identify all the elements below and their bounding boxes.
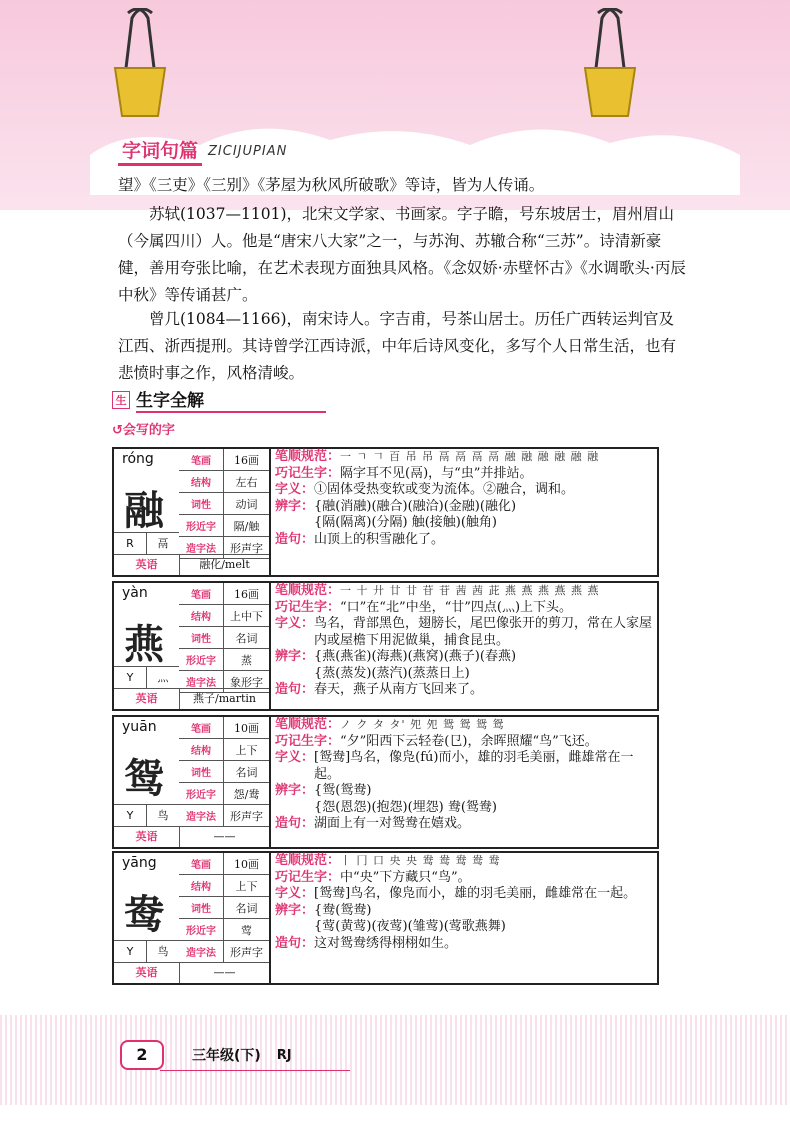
footer-line [160, 1070, 350, 1071]
example-sentence: 湖面上有一对鸳鸯在嬉戏。 [314, 816, 471, 831]
structure: 上下 [235, 743, 258, 757]
subsection-title-text: 生字全解 [136, 386, 326, 413]
structure: 上中下 [230, 609, 263, 623]
char-card [112, 447, 659, 577]
stroke-order: 一 ㄱ 𠃍 百 吊 吊 鬲 鬲 鬲 鬲 融 融 融 融 融 融 [340, 450, 600, 463]
part-of-speech: 动词 [235, 497, 258, 511]
pinyin: yàn [122, 585, 148, 601]
pinyin: róng [122, 451, 154, 467]
paragraph: 望》《三吏》《三别》《茅屋为秋风所破歌》等诗，皆为人传诵。 [118, 176, 545, 194]
char-info: yàn 燕 笔画 16画 结构 上中下 词性 名词 形近字 蒸 造字法 象形字 Y 灬 英语 燕子/martin [114, 583, 271, 709]
char-details: 笔顺规范： 一 ㄱ 𠃍 百 吊 吊 鬲 鬲 鬲 鬲 融 融 融 融 融 融 巧记生字： 隔字耳不见(鬲)，与“虫”并排站。 字义： ①固体受热变软或变为流体。②融合，调和。 辨字： {融(消融)(融合)(融洽)(金融)(融化) {隔(隔离)(分隔) 触(接触)(触角) 造句： 山顶上的积雪融化了。 [271, 449, 657, 575]
bottom-stripe [0, 1015, 790, 1105]
similar-char: 蒸 [241, 653, 252, 667]
similar-char: 隔/触 [233, 519, 260, 533]
big-character: 鸯 [124, 891, 164, 938]
char-info: yāng 鸯 笔画 10画 结构 上下 词性 名词 形近字 莺 造字法 形声字 Y 鸟 英语 —— [114, 853, 271, 983]
page-number: 2 [120, 1040, 164, 1070]
char-details: 笔顺规范： 丨 冂 口 央 央 鸯 鸯 鸯 鸯 鸯 巧记生字： 中“央”下方藏只“鸟”。 字义： [鸳鸯]鸟名，像凫而小，雄的羽毛美丽，雌雄常在一起。 辨字： {鸯(鸳鸯) {莺(黄莺)(夜莺)(雏莺)(莺歌燕舞) 造句： 这对鸳鸯绣得栩栩如生。 [271, 853, 657, 983]
pinyin: yāng [122, 855, 157, 871]
subsection-title [112, 386, 326, 413]
stroke-order: 一 十 廾 廿 廿 苷 苷 茜 茜 茈 燕 燕 燕 燕 燕 燕 [340, 584, 600, 597]
stroke-count: 10画 [234, 721, 259, 735]
stroke-count: 16画 [234, 587, 259, 601]
part-of-speech: 名词 [235, 765, 258, 779]
english: 融化/melt [199, 558, 250, 571]
big-character: 融 [124, 487, 164, 534]
formation-method: 象形字 [230, 675, 263, 689]
similar-char: 莺 [241, 923, 252, 937]
box-icon: 生 [112, 391, 130, 409]
meaning: ①固体受热变软或变为流体。②融合，调和。 [314, 482, 575, 497]
memory-tip: “夕”阳西下云轻卷(㔾)，余晖照耀“鸟”飞还。 [340, 733, 598, 749]
binder-clip-icon [580, 8, 640, 118]
formation-method: 形声字 [230, 945, 263, 959]
stroke-order: 丨 冂 口 央 央 鸯 鸯 鸯 鸯 鸯 [340, 854, 501, 867]
paragraph: 曾几(1084—1166)，南宋诗人。字吉甫，号茶山居士。历任广西转运判官及江西、浙西提刑。其诗曾学江西诗派，中年后诗风变化，多写个人日常生活，也有悲愤时事之作，风格清峻。 [118, 310, 677, 382]
grade-label: 三年级(下) [192, 1048, 261, 1064]
meaning: [鸳鸯]鸟名，像凫(fú)而小，雄的羽毛美丽，雌雄常在一起。 [314, 750, 634, 782]
footer [120, 1040, 292, 1070]
initial-letter: Y [114, 941, 147, 962]
stroke-count: 16画 [234, 453, 259, 467]
memory-tip: 中“央”下方藏只“鸟”。 [340, 869, 471, 885]
distinguish-line: 怨(恩怨)(抱怨)(埋怨) 鸯(鸳鸯) [322, 799, 498, 815]
example-sentence: 山顶上的积雪融化了。 [314, 531, 445, 547]
meaning: [鸳鸯]鸟名，像凫而小，雄的羽毛美丽，雌雄常在一起。 [314, 886, 637, 901]
structure: 上下 [235, 879, 258, 893]
part-of-speech: 名词 [235, 901, 258, 915]
formation-method: 形声字 [230, 541, 263, 555]
radical: 灬 [157, 671, 169, 684]
section-title-en: ZICIJUPIAN [208, 143, 288, 159]
english: —— [213, 830, 236, 843]
distinguish-line: 燕(燕雀)(海燕)(燕窝)(燕子)(春燕) [322, 649, 517, 664]
subsection-subtitle: ↺会写的字 [112, 423, 175, 438]
example-sentence: 春天，燕子从南方飞回来了。 [314, 682, 484, 697]
initial-letter: R [114, 533, 147, 554]
distinguish-line: 融(消融)(融合)(融洽)(金融)(融化) [322, 498, 517, 514]
edition-label: RJ [276, 1047, 292, 1063]
distinguish-line: 鸳(鸳鸯) [322, 783, 372, 798]
stroke-order: ノ ク タ タ' 夗 夗 鸳 鸳 鸳 鸳 [340, 718, 505, 731]
memory-tip: 隔字耳不见(鬲)，与“虫”并排站。 [340, 465, 533, 481]
char-details: 笔顺规范： 一 十 廾 廿 廿 苷 苷 茜 茜 茈 燕 燕 燕 燕 燕 燕 巧记生字： “口”在“北”中坐，“廿”四点(灬)上下头。 字义： 鸟名，背部黑色，翅膀长，尾巴像张开的剪刀，常在人家屋内或屋檐下用泥做巢，捕食昆虫。 辨字： {燕(燕雀)(海燕)(燕窝)(燕子)(春燕) {蒸(蒸发)(蒸汽)(蒸蒸日上) 造句： 春天，燕子从南方飞回来了。 [275, 583, 653, 697]
radical: 鸟 [157, 809, 169, 822]
distinguish-line: 莺(黄莺)(夜莺)(雏莺)(莺歌燕舞) [322, 919, 506, 934]
pinyin: yuān [122, 719, 157, 735]
char-card [112, 715, 659, 849]
radical: 鬲 [157, 537, 169, 550]
big-character: 鸳 [124, 755, 164, 802]
structure: 左右 [235, 475, 258, 489]
section-title-zh: 字词句篇 [118, 136, 202, 166]
english: 燕子/martin [193, 692, 256, 705]
distinguish-line: 隔(隔离)(分隔) 触(接触)(触角) [322, 515, 498, 530]
stroke-count: 10画 [234, 857, 259, 871]
part-of-speech: 名词 [235, 631, 258, 645]
initial-letter: Y [114, 667, 147, 688]
meaning: 鸟名，背部黑色，翅膀长，尾巴像张开的剪刀，常在人家屋内或屋檐下用泥做巢，捕食昆虫。 [314, 616, 653, 648]
char-card [112, 581, 659, 711]
char-info: yuān 鸳 笔画 10画 结构 上下 词性 名词 形近字 怨/鸯 造字法 形声字 Y 鸟 英语 —— [114, 717, 271, 847]
memory-tip: “口”在“北”中坐，“廿”四点(灬)上下头。 [340, 599, 573, 615]
char-details: 笔顺规范： ノ ク タ タ' 夗 夗 鸳 鸳 鸳 鸳 巧记生字： “夕”阳西下云轻卷(㔾)，余晖照耀“鸟”飞还。 字义： [鸳鸯]鸟名，像凫(fú)而小，雄的羽毛美丽，雌雄常在一起。 辨字： {鸳(鸳鸯) {怨(恩怨)(抱怨)(埋怨) 鸯(鸳鸯) 造句： 湖面上有一对鸳鸯在嬉戏。 [271, 717, 657, 847]
distinguish-line: 鸯(鸳鸯) [322, 902, 372, 918]
binder-clip-icon [110, 8, 170, 118]
big-character: 燕 [124, 621, 164, 668]
radical: 鸟 [157, 945, 169, 958]
initial-letter: Y [114, 805, 147, 826]
section-title [118, 136, 287, 166]
char-info: róng 融 笔画 16画 结构 左右 词性 动词 形近字 隔/触 造字法 形声字 R 鬲 英语 融化/melt [114, 449, 271, 575]
formation-method: 形声字 [230, 809, 263, 823]
similar-char: 怨/鸯 [233, 787, 260, 801]
example-sentence: 这对鸳鸯绣得栩栩如生。 [314, 935, 458, 951]
char-card [112, 851, 659, 985]
english: —— [213, 966, 236, 979]
paragraph: 苏轼(1037—1101)，北宋文学家、书画家。字子瞻，号东坡居士，眉州眉山（今属四川）人。他是“唐宋八大家”之一，与苏洵、苏辙合称“三苏”。诗清新豪健，善用夸张比喻，在艺术表现方面独具风格。《念奴娇·赤壁怀古》《水调歌头·丙辰中秋》等传诵甚广。 [118, 205, 686, 304]
distinguish-line: 蒸(蒸发)(蒸汽)(蒸蒸日上) [322, 665, 470, 681]
